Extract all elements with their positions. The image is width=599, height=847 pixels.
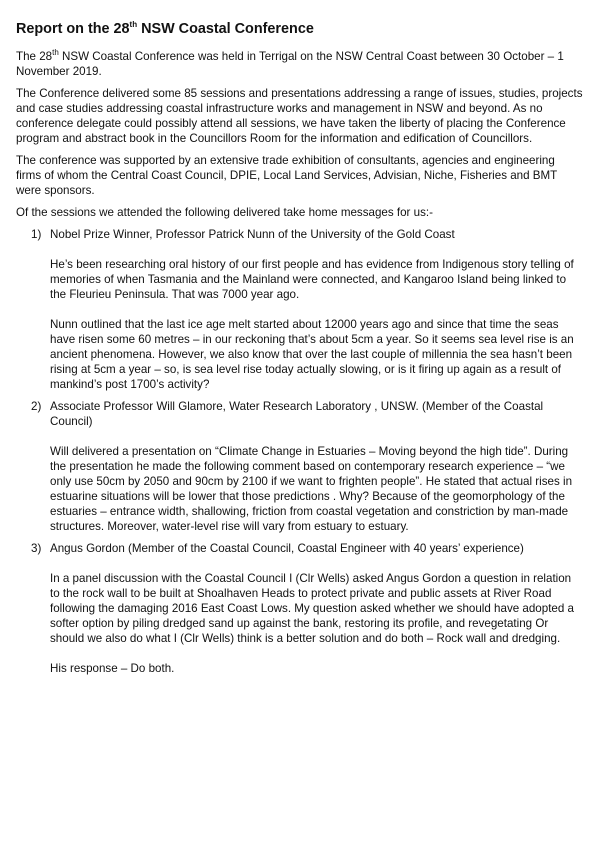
report-title: Report on the 28th NSW Coastal Conference [16,20,314,37]
item-paragraph: His response – Do both. [50,662,175,675]
item-paragraph: Will delivered a presentation on “Climate Change in Estuaries – Moving beyond the high tide”. During the presentation he made the following comment based on contemporary research experience – “we only use 50cm by 2050 and 90cm by 2100 if we want to frighten people”. He stated that actual rises in estuarine situations will be lower that those predictions . Why? Because of the geomorphology of the estuaries – entrance width, shallowing, friction from coastal vegetation and constriction by man-made structures. Moreover, water-level rise will vary from estuary to estuary. [50,445,573,533]
intro-paragraph: The 28th NSW Coastal Conference was held in Terrigal on the NSW Central Coast between 30 October – 1 November 2019. [16,48,564,78]
item-number: 1) [31,228,42,241]
takeaways-list [16,227,583,676]
item-paragraph: In a panel discussion with the Coastal Council I (Clr Wells) asked Angus Gordon a question in relation to the rock wall to be built at Shoalhaven Heads to protect private and public assets at River Road following the damaging 2016 East Coast Lows. My question asked whether we should have adopted a softer option by piling dredged sand up against the bank, restoring its profile, and revegetating Or should we also do what I (Clr Wells) think is a better solution and do both – Rock wall and dredging. [50,572,574,645]
list-item [16,399,583,534]
list-item [16,541,583,676]
list-item [16,227,583,392]
item-paragraph: Nunn outlined that the last ice age melt started about 12000 years ago and since that time the seas have risen some 60 metres – in our reckoning that’s about 5cm a year. So it seems sea level rise is an ancient phenomena. However, we also know that over the last couple of millennia the sea hasn’t been rising at 5cm a year – so, is sea level rise today actually slowing, or is it firing up again as a result of mankind’s post 1700’s activity? [50,318,574,391]
sessions-paragraph: The Conference delivered some 85 sessions and presentations addressing a range of issues, studies, projects and case studies addressing coastal infrastructure works and management in NSW and beyond. As no conference delegate could possibly attend all sessions, we have taken the liberty of placing the Conference program and abstract book in the Councillors Room for the information and edification of Councillors. [16,87,583,145]
item-heading: Angus Gordon (Member of the Coastal Council, Coastal Engineer with 40 years’ experience) [50,542,524,555]
item-heading: Associate Professor Will Glamore, Water Research Laboratory , UNSW. (Member of the Coastal Council) [50,400,544,428]
item-heading: Nobel Prize Winner, Professor Patrick Nunn of the University of the Gold Coast [50,228,455,241]
takeaways-intro: Of the sessions we attended the following delivered take home messages for us:- [16,206,433,219]
item-number: 2) [31,400,42,413]
item-paragraph: He’s been researching oral history of our first people and has evidence from Indigenous story telling of memories of when Tasmania and the Mainland were connected, and Kangaroo Island being linked to the Fleurieu Peninsula. That was 7000 year ago. [50,258,574,301]
sponsors-paragraph: The conference was supported by an extensive trade exhibition of consultants, agencies and engineering firms of whom the Central Coast Council, DPIE, Local Land Services, Advisian, Niche, Fisheries and BMT were sponsors. [16,154,558,197]
item-number: 3) [31,542,42,555]
